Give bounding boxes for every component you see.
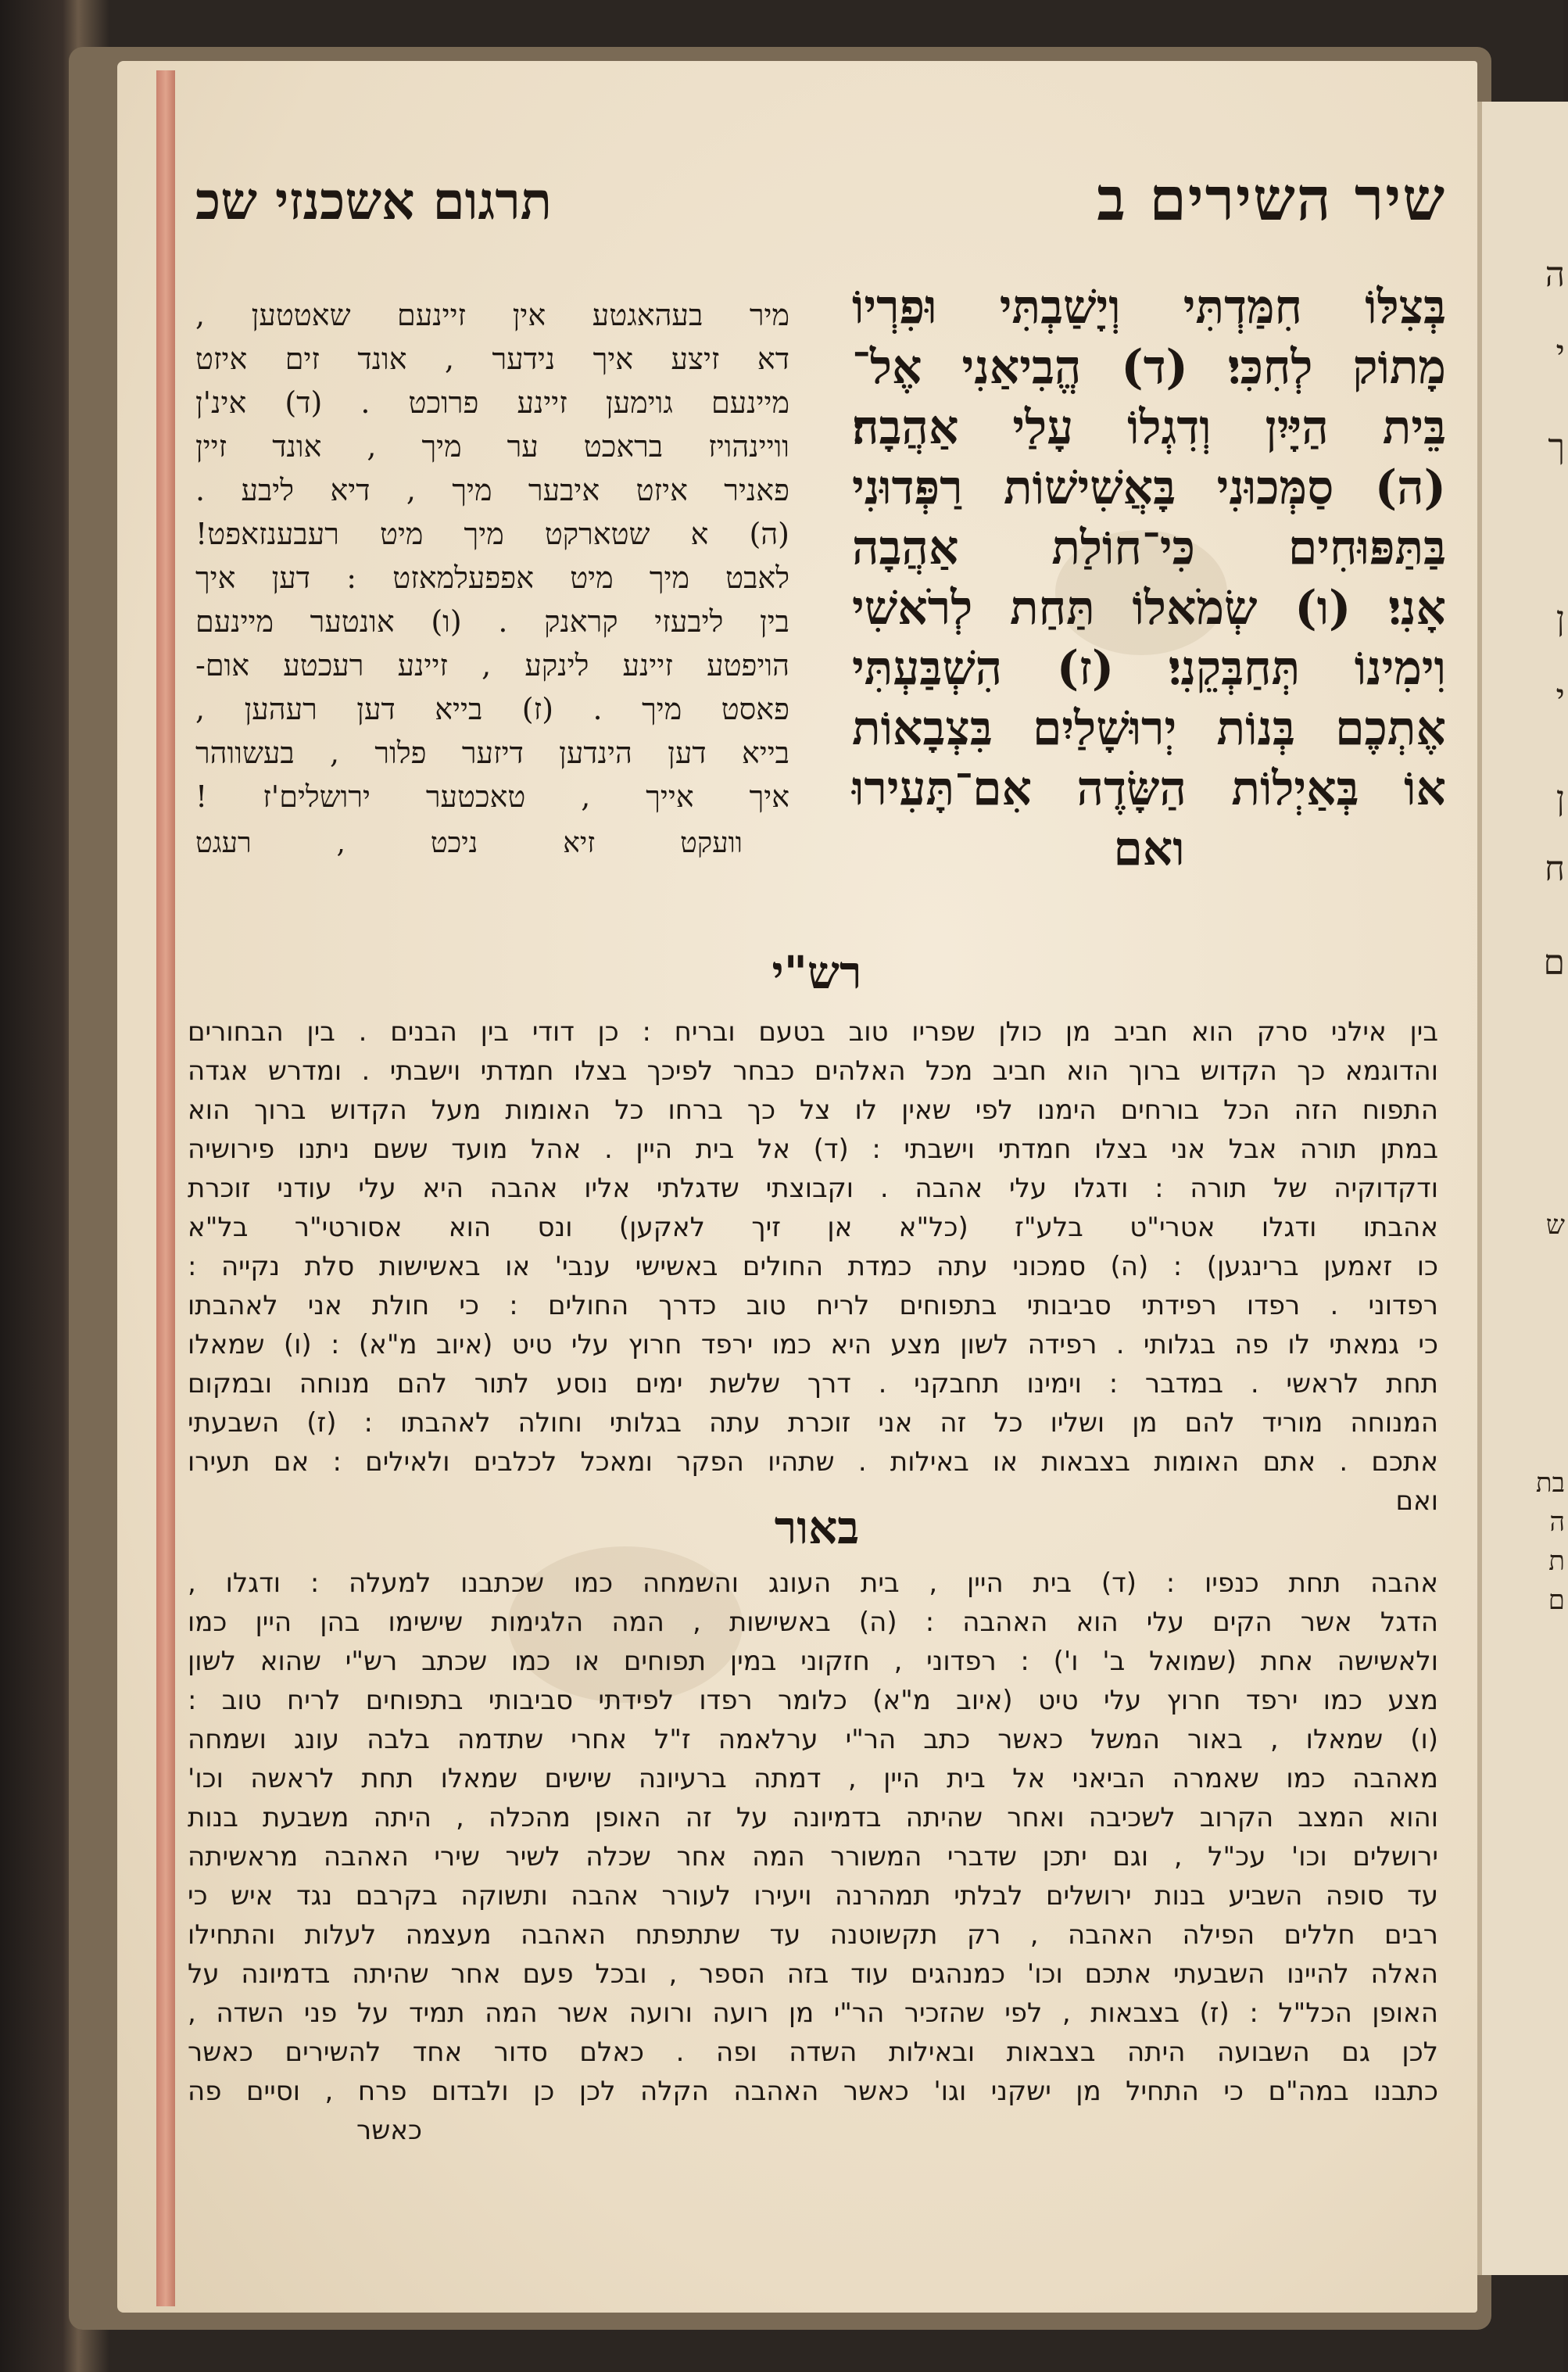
right-page-fragment: ה <box>1545 255 1565 295</box>
verse-line: אוֹ בְּאַיְלוֹת הַשָּׂדֶה אִם־תָּעִירוּ <box>852 761 1446 816</box>
right-page-fragment: ת <box>1548 1546 1565 1577</box>
biur-line: (ו) שמאלו , באור המשל כאשר כתב הר"י ערלאמה ז"ל אחרי שתדמה בלבה עונג ושמחה <box>188 1724 1438 1755</box>
biur-line: והוא המצב הקרוב לשכיבה ואחר שהיתה בדמיונה על זה האופן מהכלה , היתה משבעת בנות <box>188 1802 1438 1833</box>
verse-line: בֵּית הַיָּיִן וְדִגְלוֹ עָלַי אַהֲבָה׃ <box>852 400 1446 455</box>
translation-line: לאבט מיך מיט אפפעלמאזט : דען איך <box>195 561 789 595</box>
translation-line: פאניר איזט איבער מיך , דיא ליבע . <box>195 473 789 507</box>
right-page-fragment: ם <box>1543 943 1565 983</box>
biur-commentary <box>188 1564 1438 2150</box>
verse-line: בַּתַּפּוּחִים כִּי־חוֹלַת אַהֲבָה <box>852 521 1446 575</box>
biur-line: מאהבה כמו שאמרה הביאני אל בית היין , דמתה ברעיונה שישים שמאלו תחת לראשה וכו' <box>188 1763 1438 1794</box>
rashi-heading: רש"י <box>771 946 862 999</box>
translation-line: בייא דען הינדען דיזער פלור , בעשווהר <box>195 736 789 770</box>
page-header-title: שיר השירים ב <box>1097 164 1446 234</box>
right-page-fragment: ן <box>1555 779 1565 819</box>
translation-line: וועקט זיא ניכט , רעגט <box>195 827 743 859</box>
verse-line: בְּצִלּוֹ חִמַּדְתִּי וְיָשַׁבְתִּי וּפִרְיוֹ <box>852 280 1446 335</box>
translation-line: הויפטע זיינע לינקע , זיינע רעכטע אום- <box>195 648 789 683</box>
biur-line: עד סופה השביע בנות ירושלים לבלתי תמהרנה ויעירו לעורר אהבה ותשוקה בקרבם נגד איש כי <box>188 1880 1438 1912</box>
rashi-line: במתן תורה אבל אני בצלו חמדתי וישבתי : (ד) אל בית היין . אהל מועד ששם ניתנו פירושיה <box>188 1134 1438 1165</box>
rashi-line: המנוחה מוריד להם מן ושליו כל זה אני זוכרת עתה בגלותי וחולה לאהבתו : (ז) השבעתי <box>188 1407 1438 1439</box>
right-page-edge <box>1477 102 1568 2275</box>
right-page-fragment: י <box>1555 333 1565 373</box>
translation-line: בין ליבעזי קראנק . (ו) אונטער מיינעם <box>195 604 789 639</box>
right-page-fragment: ש <box>1545 1209 1565 1241</box>
biur-line: כתבנו במה"ם כי התחיל מן ישקני וגו' כאשר האהבה הקלה לכן כן ולבדום פרח , וסיים פה <box>188 2076 1438 2107</box>
verse-line: מָתוֹק לְחִכִּי׃ (ד) הֱבִיאַנִי אֶל־ <box>852 340 1446 395</box>
rashi-line: אתכם . אתם האומות בצבאות או באילות . שתהיו הפקר ומאכל לכלבים ולאילים : אם תעירו <box>188 1446 1438 1478</box>
rashi-line: ודקדוקיה של תורה : ודגלו עלי אהבה . וקבוצתי שדגלתי אליו אהבה היא עלי עודני זוכרת <box>188 1173 1438 1204</box>
translation-line: מיינעם גוימען זיינע פרוכט . (ד) אינ'ן <box>195 385 789 420</box>
right-page-fragment: ח <box>1544 849 1565 889</box>
biur-line: ולאשישה אחת (שמואל ב' ו') : רפדוני , חזקוני במין תפוחים או כמו שכתב רש"י שהוא לשון <box>188 1646 1438 1677</box>
translation-line: וויינהויז בראכט ער מיך , אונד זיין <box>195 429 789 464</box>
verse-line: אָנִי׃ (ו) שְׂמֹאלוֹ תַּחַת לְרֹאשִׁי <box>852 581 1446 636</box>
rashi-commentary <box>188 1012 1438 1521</box>
rashi-line: כו זאמען ברינגען) : (ה) סמכוני עתה כמדת החולים באשישי ענבי' או באשישות סלת נקייה : <box>188 1251 1438 1282</box>
rashi-catchword: ואם <box>1395 1485 1438 1517</box>
rashi-line: אהבתו ודגלו אטרי"ט בלע"ז (כל"א אן זיך לאקען) ונס הוא אסורטי"ר בל"א <box>188 1212 1438 1243</box>
rashi-line: כי גמאתי לו פה בגלותי . רפידה לשון מצע היא כמו ירפד חרוץ עלי טיט (איוב מ"א) : (ו) שמאלו <box>188 1329 1438 1360</box>
translation-line: איך אייך , טאכטער ירושלים'ז ! <box>195 779 789 814</box>
right-page-fragment: ם <box>1548 1585 1565 1616</box>
right-page-fragment: ה <box>1549 1507 1565 1538</box>
biur-line: האופן הכל"ל : (ז) בצבאות , לפי שהזכיר הר"י מן רועה ורועה אשר המה תמיד על פני השדה , <box>188 1998 1438 2029</box>
translation-line: (ה) א שטארקט מיך מיט רעבענזאפט! <box>195 517 789 551</box>
right-page-fragment: ך <box>1548 427 1565 467</box>
verse-line: וִימִינוֹ תְּחַבְּקֵנִי׃ (ז) הִשְׁבַּעְתִּי <box>852 641 1446 696</box>
biur-line: רבים חללים הפילה האהבה , רק תקשוטנה עד שתתפתח האהבה מעצמה לעלות והתחילו <box>188 1919 1438 1951</box>
page-edge <box>156 70 175 2306</box>
rashi-line: בין אילני סרק הוא חביב מן כולן שפריו טוב בטעם ובריח : כן דודי בין הבנים . בין הבחורים <box>188 1016 1438 1048</box>
right-page-fragment: בת <box>1535 1467 1565 1499</box>
right-page-fragment: י <box>1555 677 1565 717</box>
translation-line: פאסט מיך . (ז) בייא דען רעהען , <box>195 692 789 726</box>
translation-line: דא זיצע איך נידער , אונד זים איזט <box>195 342 789 376</box>
translation-line: מיר בעהאגטע אין זיינעם שאטטען , <box>195 298 789 332</box>
rashi-line: רפדוני . רפדו רפידתי סביבותי בתפוחים לריח טוב כדרך החולים : כי חולת אני לאהבתו <box>188 1290 1438 1321</box>
page-header-translation-title: תרגום אשכנזי שכ <box>195 170 553 231</box>
running-header <box>180 164 1454 250</box>
verse-text-column <box>852 278 1446 1012</box>
biur-line: אהבה תחת כנפיו : (ד) בית היין , בית העונג והשמחה כמו שכתבנו למעלה : ודגלו , <box>188 1568 1438 1599</box>
biur-line: מצע כמו ירפד חרוץ עלי טיט (איוב מ"א) כלומר רפדו לפידתי סביבותי בתפוחים לריח טוב : <box>188 1685 1438 1716</box>
biur-line: לכן גם השבועה היתה בצבאות ובאילות השדה ופה . כאלם סדור אחד להשירים כאשר <box>188 2037 1438 2068</box>
biur-line: ירושלים וכו' עכ"ל , וגם יתכן שדברי המשורר המה אחר שכלה לשיר שירי האהבה מראשיתה <box>188 1841 1438 1872</box>
rashi-line: והדוגמא כך הקדוש ברוך הוא חביב מכל האלהים כבחר לפיכך בצלו חמדתי וישבתי . ומדרש אגדה <box>188 1055 1438 1087</box>
verse-line: (ה) סַמְּכוּנִי בָּאֲשִׁישׁוֹת רַפְּדוּנִי <box>852 460 1446 515</box>
biur-heading: באור <box>774 1501 860 1554</box>
rashi-line: התפוח הזה הכל בורחים הימנו לפי שאין לו צל כך ברחו כל האומות מעל הקדוש ברוך הוא <box>188 1095 1438 1126</box>
page-content <box>180 78 1454 2283</box>
verse-line: אֶתְכֶם בְּנוֹת יְרוּשָׁלַיִם בִּצְבָאוֹת <box>852 701 1446 756</box>
biur-line: הדגל אשר הקים עלי הוא האהבה : (ה) באשישות , המה הלגימות שישימו בהן היין כמו <box>188 1607 1438 1638</box>
biur-catchword: כאשר <box>356 2115 422 2146</box>
rashi-line: תחת לראשי . במדבר : וימינו תחבקני . דרך שלשת ימים נוסע לתור להם מנוחה ובמקום <box>188 1368 1438 1399</box>
verse-catchword: ואם <box>1113 822 1185 876</box>
right-page-fragment: ן <box>1555 599 1565 639</box>
biur-line: האלה להיינו השבעתי אתכם וכו' כמנהגים עוד בזה הספר , ובכל פעם אחר שהיתה בדמיונה על <box>188 1958 1438 1990</box>
translation-column <box>195 293 789 950</box>
